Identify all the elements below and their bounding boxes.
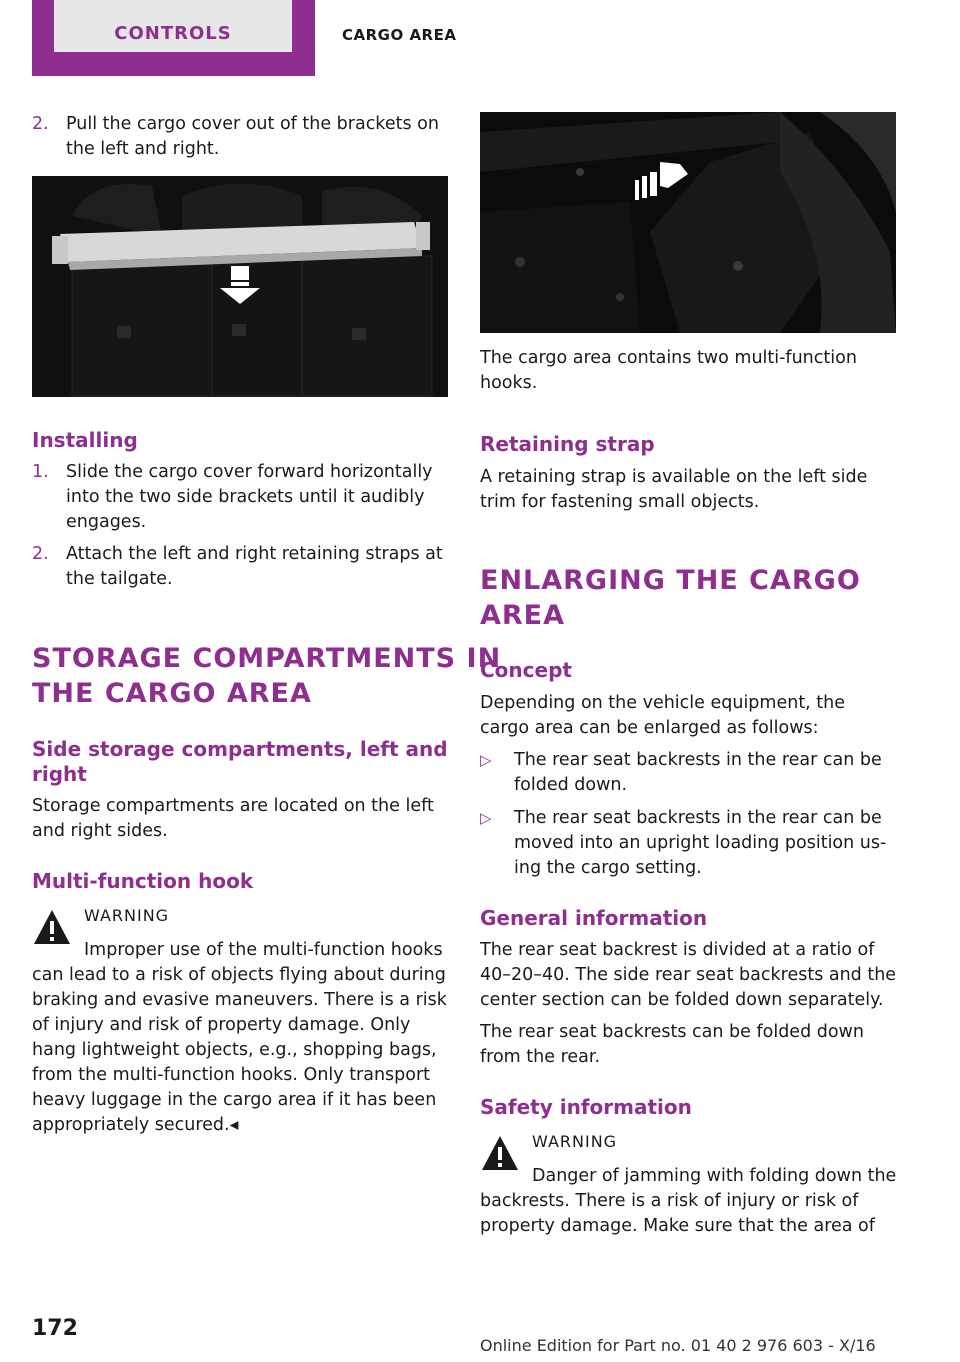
step-number: 1. xyxy=(32,462,49,482)
body-text: Storage compartments are located on the left xyxy=(32,796,434,816)
body-text: cargo area can be enlarged as follows: xyxy=(480,718,819,738)
installing-heading: Installing xyxy=(32,428,138,452)
general-info-heading: General information xyxy=(480,906,708,930)
step-number: 2. xyxy=(32,114,49,134)
body-text: trim for fastening small objects. xyxy=(480,492,760,512)
storage-heading: STORAGE COMPARTMENTS IN xyxy=(32,643,502,674)
body-text: and right sides. xyxy=(32,821,168,841)
section-title: CARGO AREA xyxy=(342,26,457,44)
body-text: A retaining strap is available on the left side xyxy=(480,467,868,487)
warning-text: Improper use of the multi-function hooks xyxy=(84,940,443,960)
warning-text: from the multi-function hooks. Only transport xyxy=(32,1065,431,1085)
step-text: into the two side brackets until it audibly xyxy=(66,487,425,507)
cargo-hooks-photo xyxy=(480,112,896,333)
body-text: hooks. xyxy=(480,373,538,393)
cargo-hooks-illustration xyxy=(480,112,896,333)
body-text: from the rear. xyxy=(480,1047,601,1067)
chapter-tab-label: CONTROLS xyxy=(54,0,292,52)
warning-icon xyxy=(480,1134,520,1172)
body-text: The rear seat backrest is divided at a ratio of xyxy=(480,940,875,960)
hook-heading: Multi-function hook xyxy=(32,869,254,893)
step-text: the left and right. xyxy=(66,139,220,159)
retaining-strap-heading: Retaining strap xyxy=(480,432,655,456)
step-text: Attach the left and right retaining straps at xyxy=(66,544,443,564)
page-number: 172 xyxy=(32,1316,78,1341)
bullet-text: The rear seat backrests in the rear can be xyxy=(514,808,882,828)
footer-text: Online Edition for Part no. 01 40 2 976 603 - X/16 xyxy=(480,1336,876,1355)
storage-heading: THE CARGO AREA xyxy=(32,678,312,709)
side-storage-heading: right xyxy=(32,762,87,786)
side-storage-heading: Side storage compartments, left and xyxy=(32,737,448,761)
warning-text: of injury and risk of property damage. Only xyxy=(32,1015,411,1035)
safety-info-heading: Safety information xyxy=(480,1095,692,1119)
enlarging-heading: ENLARGING THE CARGO xyxy=(480,565,861,596)
step-text: Slide the cargo cover forward horizontally xyxy=(66,462,433,482)
warning-icon xyxy=(32,908,72,946)
enlarging-heading: AREA xyxy=(480,600,566,631)
bullet-icon: ▷ xyxy=(480,751,492,769)
warning-text: heavy luggage in the cargo area if it has been xyxy=(32,1090,437,1110)
body-text: 40–20–40. The side rear seat backrests and the xyxy=(480,965,897,985)
bullet-text: ing the cargo setting. xyxy=(514,858,702,878)
body-text: The cargo area contains two multi-function xyxy=(480,348,857,368)
step-number: 2. xyxy=(32,544,49,564)
cargo-cover-illustration xyxy=(32,176,448,397)
body-text: Depending on the vehicle equipment, the xyxy=(480,693,846,713)
warning-text: hang lightweight objects, e.g., shopping bags, xyxy=(32,1040,437,1060)
body-text: center section can be folded down separately. xyxy=(480,990,884,1010)
chapter-tab xyxy=(32,0,315,76)
bullet-icon: ▷ xyxy=(480,809,492,827)
warning-text: braking and evasive maneuvers. There is a risk xyxy=(32,990,447,1010)
body-text: The rear seat backrests can be folded down xyxy=(480,1022,864,1042)
bullet-text: moved into an upright loading position us‐ xyxy=(514,833,887,853)
concept-heading: Concept xyxy=(480,658,572,682)
warning-text: appropriately secured.◂ xyxy=(32,1115,239,1135)
step-text: Pull the cargo cover out of the brackets on xyxy=(66,114,439,134)
step-text: the tailgate. xyxy=(66,569,173,589)
bullet-text: The rear seat backrests in the rear can be xyxy=(514,750,882,770)
cargo-cover-photo xyxy=(32,176,448,397)
bullet-text: folded down. xyxy=(514,775,628,795)
warning-text: backrests. There is a risk of injury or risk of xyxy=(480,1191,859,1211)
warning-text: property damage. Make sure that the area of xyxy=(480,1216,875,1236)
warning-text: Danger of jamming with folding down the xyxy=(532,1166,897,1186)
step-text: engages. xyxy=(66,512,147,532)
warning-label: WARNING xyxy=(532,1132,618,1151)
warning-text: can lead to a risk of objects flying about during xyxy=(32,965,446,985)
warning-label: WARNING xyxy=(84,906,170,925)
